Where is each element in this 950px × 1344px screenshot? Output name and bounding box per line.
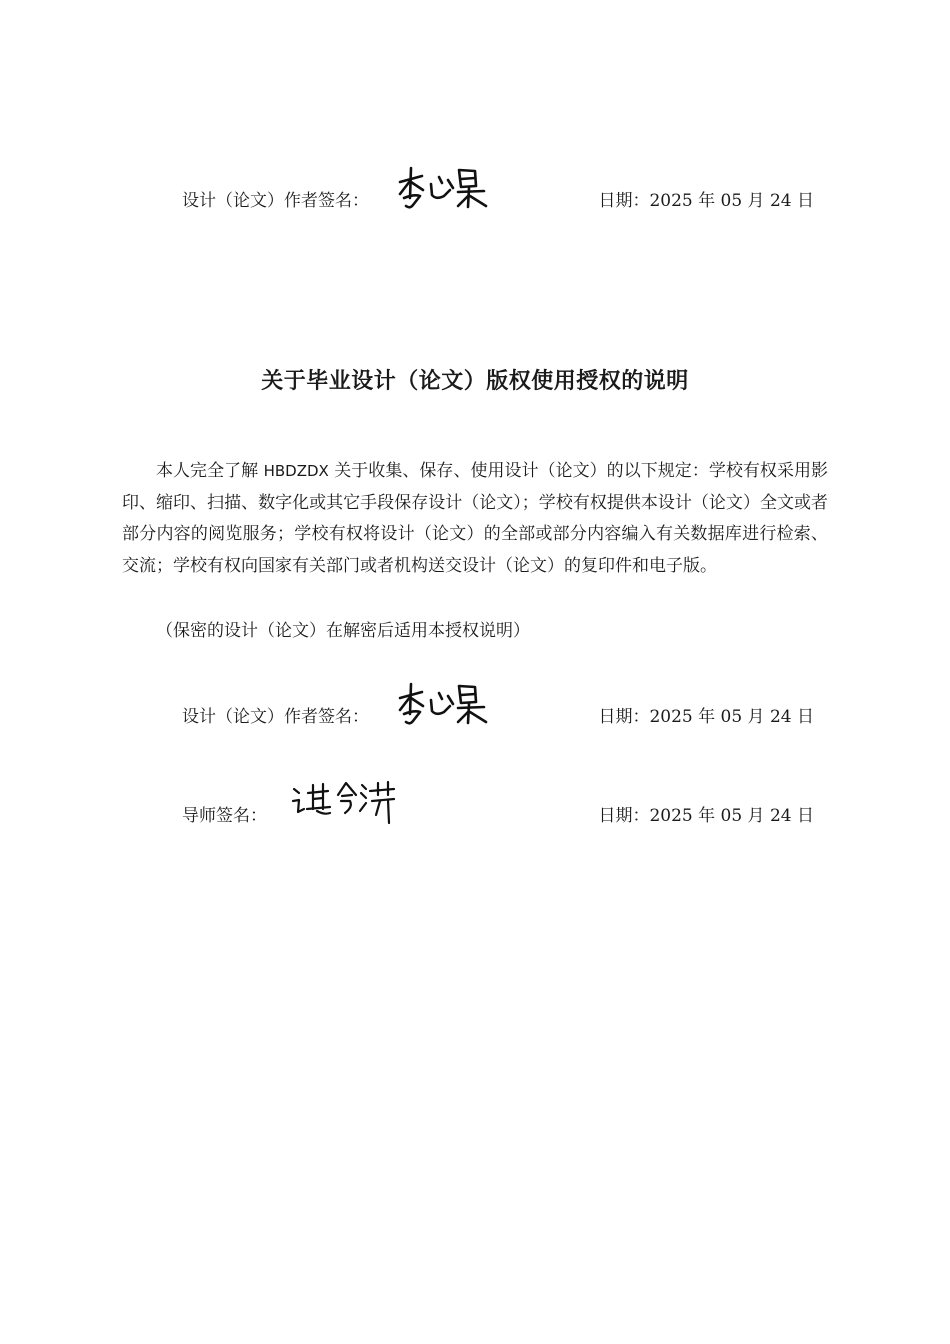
statement-body: 关于收集、保存、使用设计（论文）的以下规定：学校有权采用影印、缩印、扫描、数字化或其它手段保存设计（论文）；学校有权提供本设计（论文）全文或者部分内容的阅览服务；学校有权将设计（论文）的全部或部分内容编入有关数据库进行检索、交流；学校有权向国家有关部门或者机构送交设计（论文）的复印件和电子版。 [122, 461, 828, 576]
author-handwritten-signature [396, 680, 492, 728]
author-handwritten-signature [396, 164, 492, 212]
confidentiality-note: （保密的设计（论文）在解密后适用本授权说明） [156, 621, 530, 641]
author-signature-date: 日期：2025 年 05 月 24 日 [598, 707, 814, 727]
advisor-signature-row [182, 779, 814, 839]
author-signature-label: 设计（论文）作者签名： [182, 707, 369, 727]
advisor-signature-date: 日期：2025 年 05 月 24 日 [598, 806, 814, 826]
author-signature-row-top [182, 164, 814, 224]
advisor-signature-label: 导师签名： [182, 806, 267, 826]
authorization-statement [122, 456, 828, 582]
statement-prefix: 本人完全了解 [156, 461, 264, 481]
authorization-title: 关于毕业设计（论文）版权使用授权的说明 [261, 369, 689, 394]
author-signature-date: 日期：2025 年 05 月 24 日 [598, 191, 814, 211]
author-signature-row-bottom [182, 680, 814, 740]
school-code: HBDZDX [263, 462, 329, 480]
author-signature-label: 设计（论文）作者签名： [182, 191, 369, 211]
advisor-handwritten-signature [290, 779, 402, 829]
